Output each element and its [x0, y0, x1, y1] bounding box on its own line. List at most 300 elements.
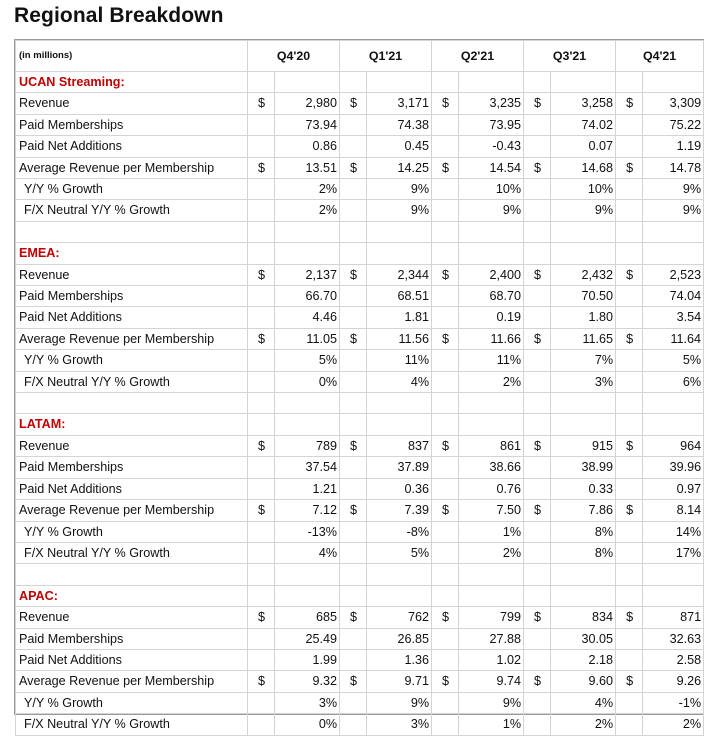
table-cell: 9%: [643, 179, 704, 200]
units-label: (in millions): [16, 41, 248, 72]
row-label: F/X Neutral Y/Y % Growth: [16, 542, 248, 563]
spacer-cell: [524, 393, 551, 414]
spacer-cell: [551, 221, 616, 242]
table-cell: 3,235: [459, 93, 524, 114]
currency-symbol: $: [432, 435, 459, 456]
table-cell: 9%: [367, 692, 432, 713]
spacer-cell: [459, 221, 524, 242]
table-cell: 9%: [551, 200, 616, 221]
spacer-cell: [551, 393, 616, 414]
section-header-row: [16, 585, 704, 606]
row-label: Paid Net Additions: [16, 136, 248, 157]
currency-symbol: $: [524, 435, 551, 456]
column-header-row: [16, 41, 704, 72]
currency-symbol: [340, 628, 367, 649]
currency-symbol: [524, 307, 551, 328]
currency-symbol: [524, 457, 551, 478]
empty-cell: [551, 72, 616, 93]
spacer-cell: [551, 564, 616, 585]
empty-cell: [524, 243, 551, 264]
currency-symbol: [340, 649, 367, 670]
currency-symbol: [340, 478, 367, 499]
spacer-cell: [248, 221, 275, 242]
spacer-cell: [275, 393, 340, 414]
spacer-cell: [643, 393, 704, 414]
empty-cell: [432, 585, 459, 606]
currency-symbol: $: [340, 607, 367, 628]
currency-symbol: [616, 179, 643, 200]
currency-symbol: $: [616, 607, 643, 628]
regional-breakdown-table: [14, 39, 704, 732]
currency-symbol: $: [340, 435, 367, 456]
currency-symbol: $: [616, 157, 643, 178]
currency-symbol: [616, 521, 643, 542]
empty-cell: [340, 585, 367, 606]
table-row: [16, 93, 704, 114]
currency-symbol: [524, 371, 551, 392]
spacer-cell: [643, 221, 704, 242]
table-cell: 2,344: [367, 264, 432, 285]
table-cell: 799: [459, 607, 524, 628]
table-cell: 66.70: [275, 286, 340, 307]
spacer-row: [16, 393, 704, 414]
spacer-cell: [248, 564, 275, 585]
currency-symbol: $: [248, 435, 275, 456]
currency-symbol: [340, 114, 367, 135]
table-cell: 73.95: [459, 114, 524, 135]
table-cell: 7.12: [275, 500, 340, 521]
currency-symbol: [616, 136, 643, 157]
currency-symbol: [248, 692, 275, 713]
table-cell: 2.58: [643, 649, 704, 670]
currency-symbol: [248, 371, 275, 392]
table-row: [16, 671, 704, 692]
table-cell: 8%: [551, 542, 616, 563]
table-cell: 789: [275, 435, 340, 456]
empty-cell: [551, 414, 616, 435]
currency-symbol: [340, 542, 367, 563]
table-cell: 2%: [275, 179, 340, 200]
spacer-cell: [367, 221, 432, 242]
table-cell: 5%: [643, 350, 704, 371]
currency-symbol: [248, 649, 275, 670]
table-cell: 75.22: [643, 114, 704, 135]
table-cell: 4.46: [275, 307, 340, 328]
table-cell: 9%: [367, 200, 432, 221]
table-cell: 37.89: [367, 457, 432, 478]
currency-symbol: [340, 179, 367, 200]
section-header-row: [16, 72, 704, 93]
currency-symbol: [524, 286, 551, 307]
spacer-row: [16, 221, 704, 242]
currency-symbol: [616, 628, 643, 649]
table-row: [16, 628, 704, 649]
currency-symbol: [432, 714, 459, 735]
currency-symbol: [432, 457, 459, 478]
empty-cell: [524, 585, 551, 606]
section-header-row: [16, 414, 704, 435]
section-title: APAC:: [16, 585, 248, 606]
currency-symbol: [616, 114, 643, 135]
table-cell: 9%: [459, 200, 524, 221]
currency-symbol: [616, 350, 643, 371]
table-cell: 3%: [551, 371, 616, 392]
row-label: Paid Memberships: [16, 628, 248, 649]
spacer-cell: [340, 393, 367, 414]
empty-cell: [248, 243, 275, 264]
currency-symbol: $: [248, 93, 275, 114]
table-cell: 74.02: [551, 114, 616, 135]
currency-symbol: $: [432, 500, 459, 521]
table-cell: 74.38: [367, 114, 432, 135]
spacer-cell: [340, 564, 367, 585]
empty-cell: [551, 243, 616, 264]
column-header-3: Q2'21: [432, 41, 524, 72]
table-cell: 1.02: [459, 649, 524, 670]
table-cell: 0%: [275, 371, 340, 392]
table-row: [16, 114, 704, 135]
spacer-cell: [248, 393, 275, 414]
table-cell: 8.14: [643, 500, 704, 521]
currency-symbol: $: [524, 157, 551, 178]
empty-cell: [432, 72, 459, 93]
currency-symbol: [432, 692, 459, 713]
currency-symbol: [340, 350, 367, 371]
table-cell: 26.85: [367, 628, 432, 649]
currency-symbol: [524, 714, 551, 735]
table-cell: 27.88: [459, 628, 524, 649]
empty-cell: [616, 585, 643, 606]
empty-cell: [275, 414, 340, 435]
table-cell: 37.54: [275, 457, 340, 478]
currency-symbol: $: [248, 607, 275, 628]
row-label: Paid Memberships: [16, 286, 248, 307]
spacer-cell: [432, 564, 459, 585]
empty-cell: [524, 414, 551, 435]
empty-cell: [432, 414, 459, 435]
currency-symbol: $: [340, 500, 367, 521]
table-cell: 9.32: [275, 671, 340, 692]
table-cell: 10%: [551, 179, 616, 200]
spacer-cell: [616, 393, 643, 414]
row-label: Paid Net Additions: [16, 307, 248, 328]
table-row: [16, 157, 704, 178]
table-cell: 38.99: [551, 457, 616, 478]
table-cell: 2%: [643, 714, 704, 735]
spacer-cell: [16, 393, 248, 414]
empty-cell: [459, 585, 524, 606]
currency-symbol: [616, 200, 643, 221]
table-cell: 0.19: [459, 307, 524, 328]
empty-cell: [275, 585, 340, 606]
currency-symbol: [248, 307, 275, 328]
currency-symbol: $: [616, 328, 643, 349]
currency-symbol: $: [524, 328, 551, 349]
spacer-cell: [459, 564, 524, 585]
table-cell: 11.56: [367, 328, 432, 349]
table-cell: 2,432: [551, 264, 616, 285]
table-cell: 0.33: [551, 478, 616, 499]
table-cell: 0.07: [551, 136, 616, 157]
currency-symbol: [248, 478, 275, 499]
currency-symbol: $: [616, 500, 643, 521]
currency-symbol: [340, 286, 367, 307]
table-cell: 0.36: [367, 478, 432, 499]
table-cell: 7%: [551, 350, 616, 371]
currency-symbol: [432, 179, 459, 200]
spacer-cell: [16, 221, 248, 242]
empty-cell: [616, 72, 643, 93]
table-cell: -1%: [643, 692, 704, 713]
currency-symbol: [340, 307, 367, 328]
currency-symbol: [432, 307, 459, 328]
currency-symbol: [248, 457, 275, 478]
currency-symbol: [616, 542, 643, 563]
table-cell: 861: [459, 435, 524, 456]
currency-symbol: [248, 136, 275, 157]
empty-cell: [643, 72, 704, 93]
table-cell: 11%: [459, 350, 524, 371]
row-label: Paid Memberships: [16, 457, 248, 478]
currency-symbol: [524, 200, 551, 221]
row-label: Y/Y % Growth: [16, 179, 248, 200]
currency-symbol: [616, 478, 643, 499]
table-cell: 39.96: [643, 457, 704, 478]
table-cell: 9%: [459, 692, 524, 713]
row-label: Average Revenue per Membership: [16, 328, 248, 349]
empty-cell: [367, 243, 432, 264]
table-cell: 9.26: [643, 671, 704, 692]
table-cell: 2%: [551, 714, 616, 735]
table-cell: 0%: [275, 714, 340, 735]
table-cell: 2%: [459, 542, 524, 563]
currency-symbol: [248, 114, 275, 135]
currency-symbol: [524, 136, 551, 157]
empty-cell: [551, 585, 616, 606]
table-cell: 3,171: [367, 93, 432, 114]
table-cell: 5%: [367, 542, 432, 563]
empty-cell: [432, 243, 459, 264]
spacer-cell: [524, 564, 551, 585]
table-row: [16, 179, 704, 200]
column-header-2: Q1'21: [340, 41, 432, 72]
currency-symbol: [524, 179, 551, 200]
empty-cell: [616, 414, 643, 435]
row-label: F/X Neutral Y/Y % Growth: [16, 371, 248, 392]
table-cell: 1.99: [275, 649, 340, 670]
table-cell: 3,309: [643, 93, 704, 114]
table-cell: 0.86: [275, 136, 340, 157]
currency-symbol: [248, 628, 275, 649]
table-cell: 74.04: [643, 286, 704, 307]
table-cell: 14.25: [367, 157, 432, 178]
table-cell: 1.19: [643, 136, 704, 157]
currency-symbol: $: [524, 500, 551, 521]
table-cell: 14.68: [551, 157, 616, 178]
table-row: [16, 350, 704, 371]
empty-cell: [643, 585, 704, 606]
table-cell: 9.71: [367, 671, 432, 692]
currency-symbol: [524, 350, 551, 371]
currency-symbol: [248, 179, 275, 200]
table-row: [16, 286, 704, 307]
currency-symbol: [340, 371, 367, 392]
table-cell: 834: [551, 607, 616, 628]
table-row: [16, 649, 704, 670]
spacer-cell: [275, 564, 340, 585]
spacer-cell: [16, 564, 248, 585]
table-cell: 7.39: [367, 500, 432, 521]
table-cell: 14.54: [459, 157, 524, 178]
spacer-cell: [616, 564, 643, 585]
currency-symbol: [616, 649, 643, 670]
data-table: [15, 40, 704, 736]
spacer-cell: [459, 393, 524, 414]
table-cell: 11.05: [275, 328, 340, 349]
table-cell: 70.50: [551, 286, 616, 307]
table-cell: 11.64: [643, 328, 704, 349]
currency-symbol: $: [340, 671, 367, 692]
table-cell: 68.51: [367, 286, 432, 307]
table-cell: 5%: [275, 350, 340, 371]
table-cell: 73.94: [275, 114, 340, 135]
currency-symbol: [248, 200, 275, 221]
table-row: [16, 542, 704, 563]
table-cell: 25.49: [275, 628, 340, 649]
table-cell: 1.21: [275, 478, 340, 499]
currency-symbol: $: [432, 607, 459, 628]
table-cell: 4%: [367, 371, 432, 392]
currency-symbol: [616, 307, 643, 328]
table-cell: 0.97: [643, 478, 704, 499]
table-cell: 7.86: [551, 500, 616, 521]
table-cell: 1%: [459, 521, 524, 542]
currency-symbol: [616, 371, 643, 392]
currency-symbol: $: [524, 93, 551, 114]
currency-symbol: [616, 714, 643, 735]
currency-symbol: $: [432, 671, 459, 692]
table-row: [16, 136, 704, 157]
table-cell: 8%: [551, 521, 616, 542]
currency-symbol: $: [340, 93, 367, 114]
empty-cell: [248, 585, 275, 606]
empty-cell: [275, 243, 340, 264]
column-header-1: Q4'20: [248, 41, 340, 72]
page-title: Regional Breakdown: [14, 4, 224, 27]
spacer-row: [16, 564, 704, 585]
empty-cell: [340, 72, 367, 93]
table-cell: 915: [551, 435, 616, 456]
table-cell: 11%: [367, 350, 432, 371]
currency-symbol: [432, 478, 459, 499]
table-cell: -8%: [367, 521, 432, 542]
table-cell: 2,400: [459, 264, 524, 285]
table-cell: 2%: [275, 200, 340, 221]
currency-symbol: $: [524, 264, 551, 285]
spacer-cell: [340, 221, 367, 242]
currency-symbol: [432, 521, 459, 542]
table-cell: 685: [275, 607, 340, 628]
column-header-5: Q4'21: [616, 41, 704, 72]
currency-symbol: [432, 136, 459, 157]
table-cell: 964: [643, 435, 704, 456]
table-row: [16, 714, 704, 735]
currency-symbol: [340, 200, 367, 221]
table-cell: 2,980: [275, 93, 340, 114]
spacer-cell: [275, 221, 340, 242]
currency-symbol: $: [616, 435, 643, 456]
currency-symbol: [524, 628, 551, 649]
row-label: Revenue: [16, 435, 248, 456]
table-cell: 11.66: [459, 328, 524, 349]
currency-symbol: [432, 628, 459, 649]
spacer-cell: [432, 393, 459, 414]
currency-symbol: [432, 542, 459, 563]
empty-cell: [459, 72, 524, 93]
table-row: [16, 435, 704, 456]
currency-symbol: $: [524, 671, 551, 692]
column-header-4: Q3'21: [524, 41, 616, 72]
currency-symbol: [340, 521, 367, 542]
currency-symbol: [524, 649, 551, 670]
empty-cell: [275, 72, 340, 93]
table-row: [16, 692, 704, 713]
currency-symbol: [616, 286, 643, 307]
spacer-cell: [367, 393, 432, 414]
currency-symbol: $: [248, 157, 275, 178]
currency-symbol: [340, 136, 367, 157]
row-label: F/X Neutral Y/Y % Growth: [16, 714, 248, 735]
row-label: Average Revenue per Membership: [16, 157, 248, 178]
table-row: [16, 500, 704, 521]
currency-symbol: [616, 457, 643, 478]
spacer-cell: [432, 221, 459, 242]
row-label: Revenue: [16, 93, 248, 114]
table-cell: 10%: [459, 179, 524, 200]
currency-symbol: [524, 692, 551, 713]
currency-symbol: [432, 350, 459, 371]
currency-symbol: [432, 649, 459, 670]
table-cell: 762: [367, 607, 432, 628]
currency-symbol: [340, 457, 367, 478]
table-cell: 7.50: [459, 500, 524, 521]
table-cell: 9%: [643, 200, 704, 221]
empty-cell: [616, 243, 643, 264]
currency-symbol: $: [340, 157, 367, 178]
table-cell: 6%: [643, 371, 704, 392]
table-cell: 2%: [459, 371, 524, 392]
spacer-cell: [524, 221, 551, 242]
currency-symbol: [340, 692, 367, 713]
section-header-row: [16, 243, 704, 264]
currency-symbol: [524, 114, 551, 135]
currency-symbol: [248, 542, 275, 563]
currency-symbol: $: [248, 264, 275, 285]
row-label: Average Revenue per Membership: [16, 500, 248, 521]
empty-cell: [367, 414, 432, 435]
row-label: F/X Neutral Y/Y % Growth: [16, 200, 248, 221]
table-row: [16, 307, 704, 328]
currency-symbol: [524, 542, 551, 563]
currency-symbol: $: [248, 500, 275, 521]
empty-cell: [459, 414, 524, 435]
table-cell: 14%: [643, 521, 704, 542]
table-cell: 3%: [275, 692, 340, 713]
spacer-cell: [616, 221, 643, 242]
currency-symbol: $: [432, 157, 459, 178]
table-row: [16, 478, 704, 499]
table-cell: 9%: [367, 179, 432, 200]
